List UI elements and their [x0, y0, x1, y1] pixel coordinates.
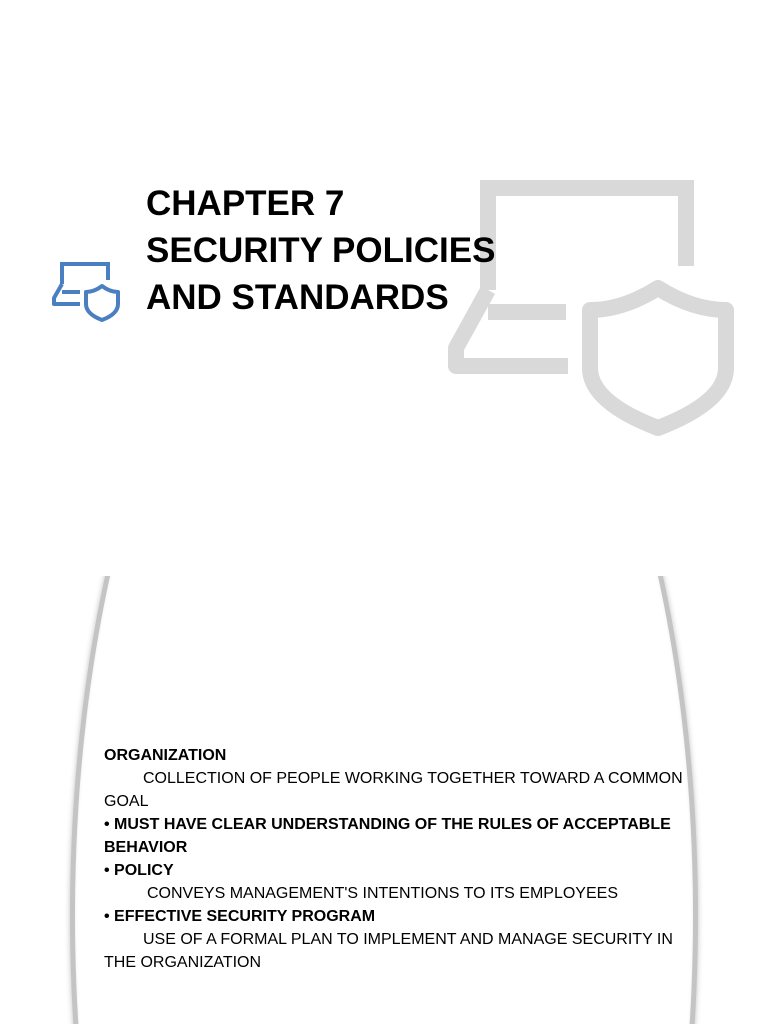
chapter-title	[146, 180, 495, 321]
title-line-security-policies: SECURITY POLICIES	[146, 231, 496, 270]
security-program-definition: USE OF A FORMAL PLAN TO IMPLEMENT AND MANAGE SECURITY IN THE ORGANIZATION	[104, 931, 673, 971]
bullet-policy: • POLICY	[104, 862, 174, 879]
title-line-and-standards: AND STANDARDS	[146, 278, 449, 317]
content-slide	[0, 576, 768, 1024]
laptop-shield-icon	[50, 260, 124, 324]
organization-definition: COLLECTION OF PEOPLE WORKING TOGETHER TOWARD A COMMON GOAL	[104, 770, 683, 810]
bullet-effective-security-program: • EFFECTIVE SECURITY PROGRAM	[104, 908, 376, 925]
content-text	[104, 744, 694, 974]
bullet-acceptable-behavior: • MUST HAVE CLEAR UNDERSTANDING OF THE RULES OF ACCEPTABLE BEHAVIOR	[104, 816, 671, 856]
organization-heading: ORGANIZATION	[104, 747, 227, 764]
policy-definition: CONVEYS MANAGEMENT'S INTENTIONS TO ITS EMPLOYEES	[147, 885, 618, 902]
title-line-chapter: CHAPTER 7	[146, 184, 345, 223]
